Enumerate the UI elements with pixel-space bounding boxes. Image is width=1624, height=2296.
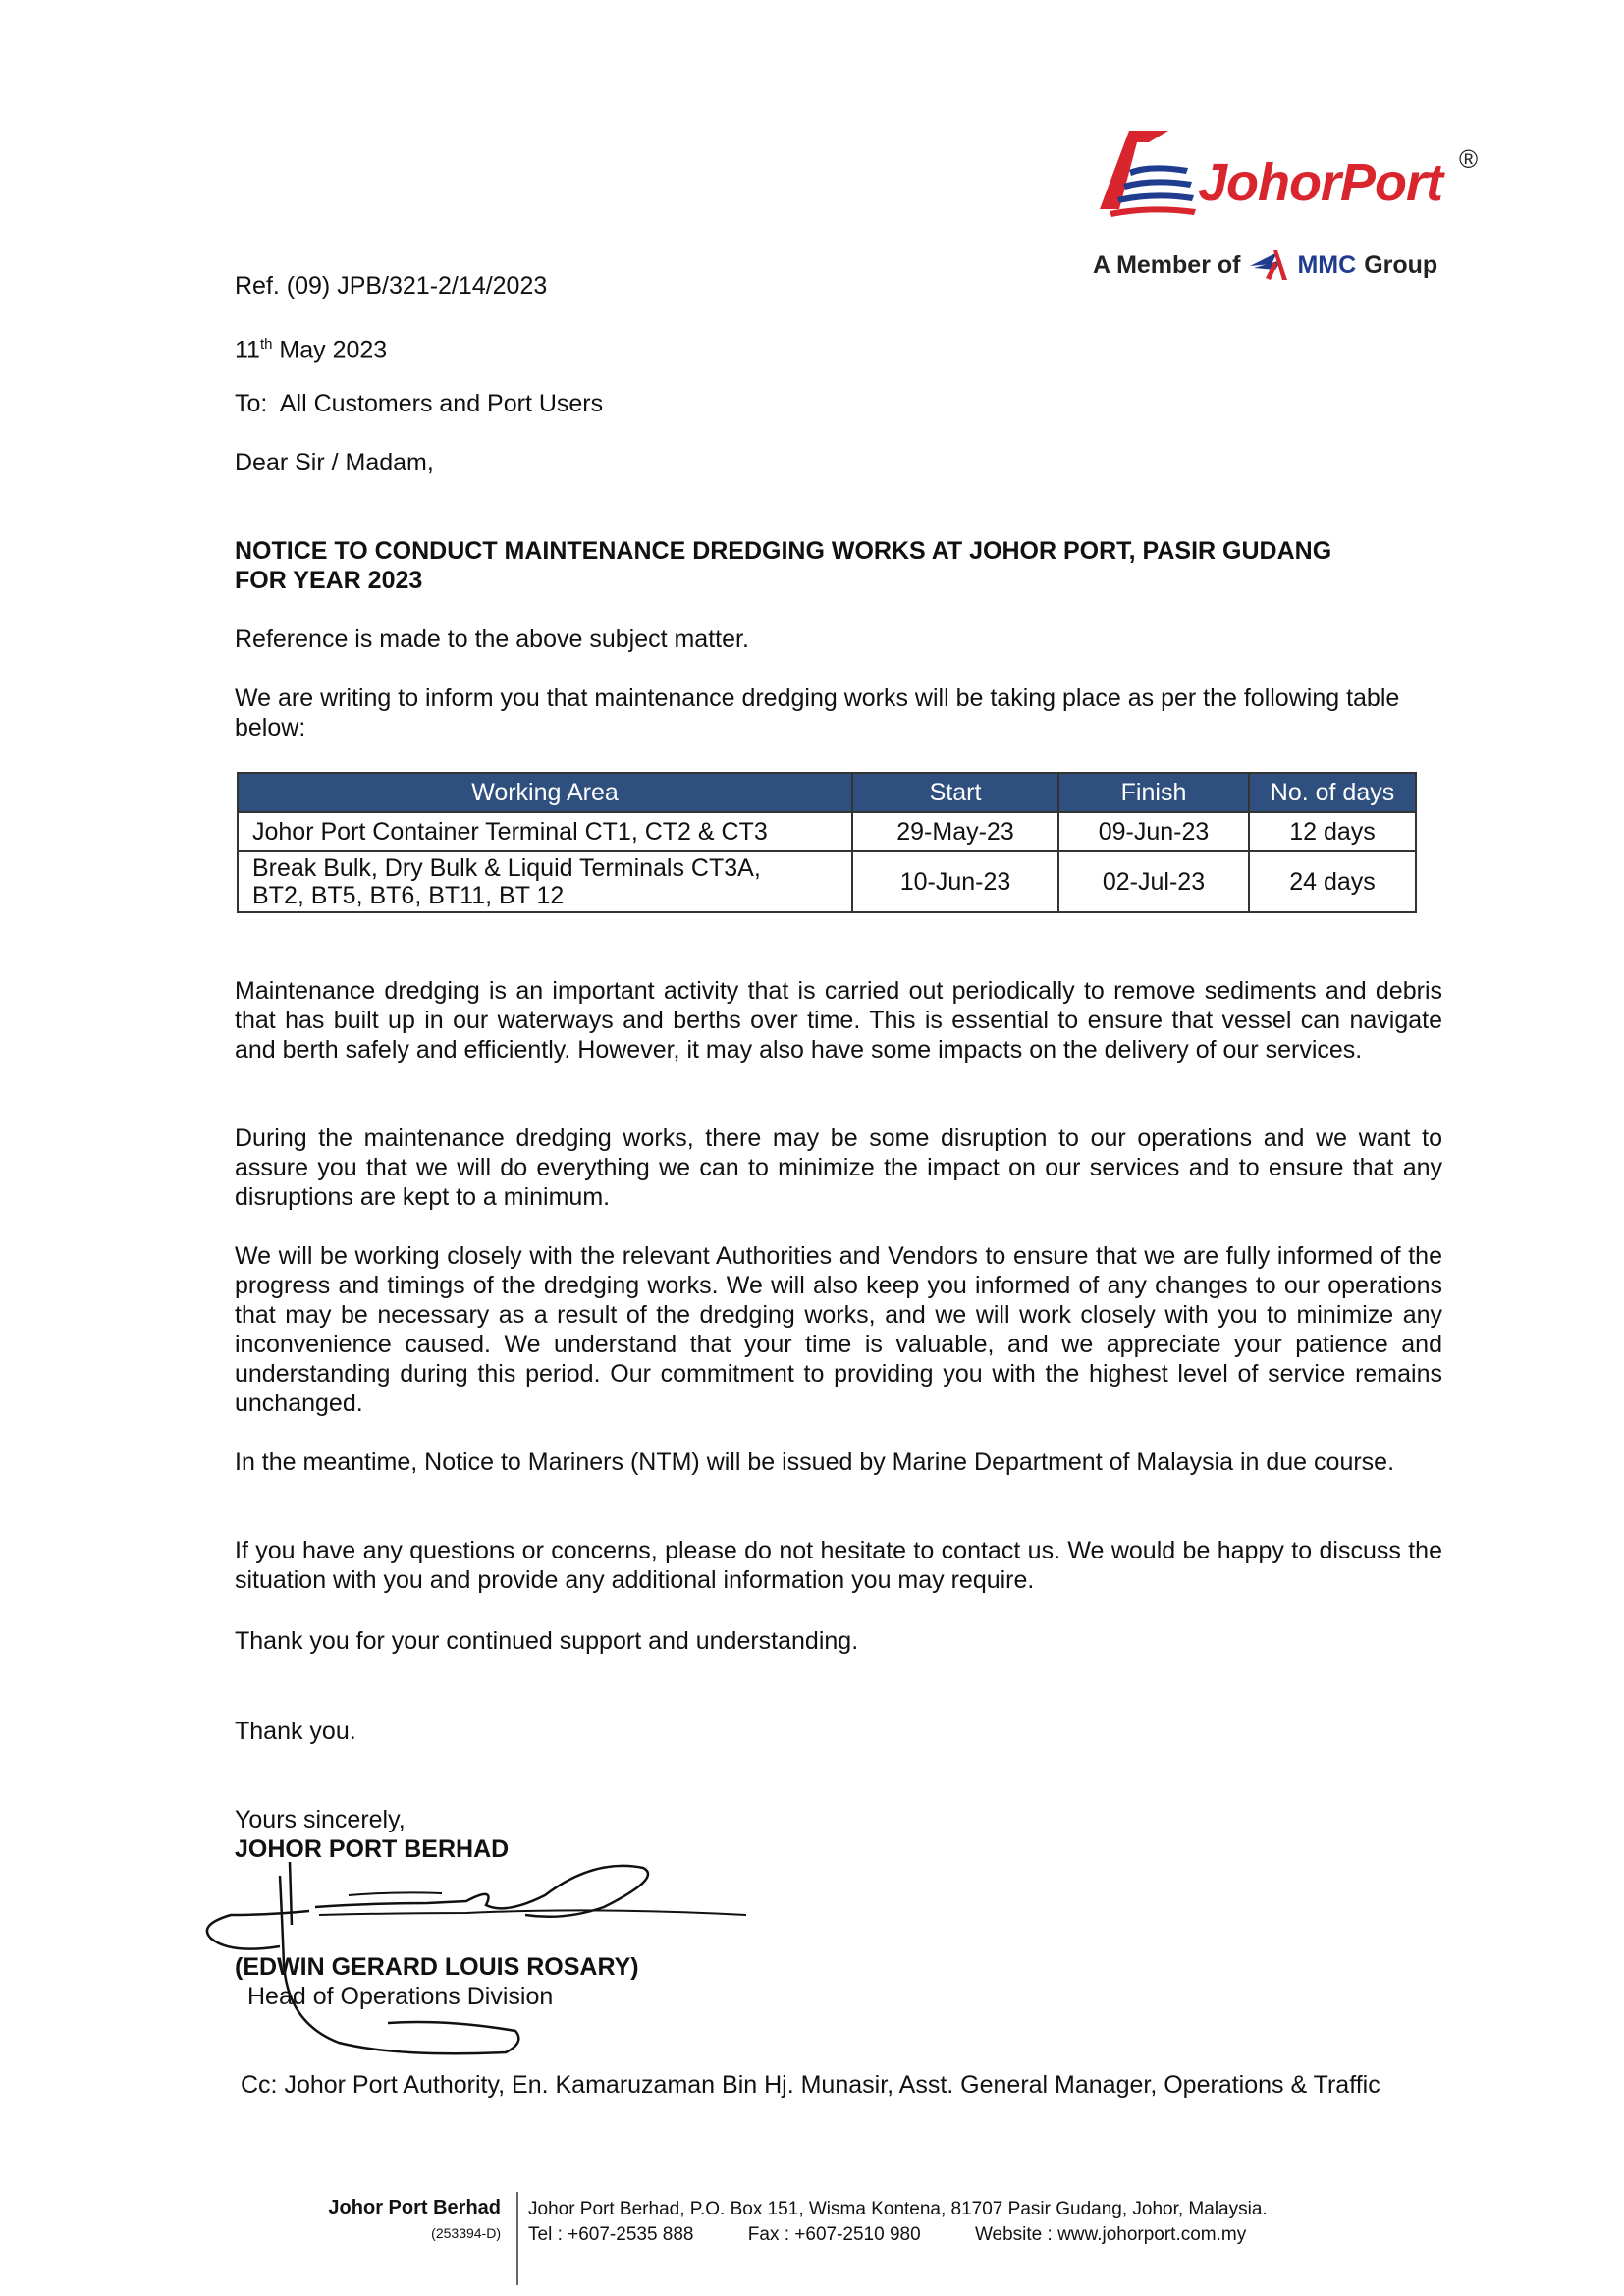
intro-paragraph: Reference is made to the above subject matter. [235, 626, 749, 653]
signatory-name: (EDWIN GERARD LOUIS ROSARY) [235, 1953, 639, 1981]
body-paragraph-4: In the meantime, Notice to Mariners (NTM) will be issued by Marine Department of Malaysia in due course. [235, 1449, 1395, 1476]
member-brand: MMC [1297, 250, 1357, 279]
footer-contacts [528, 2222, 1314, 2248]
footer-address: Johor Port Berhad, P.O. Box 151, Wisma Kontena, 81707 Pasir Gudang, Johor, Malaysia. [528, 2199, 1268, 2219]
letter-date [235, 330, 1442, 364]
table-header-row [238, 773, 1416, 812]
reference-number: Ref. (09) JPB/321-2/14/2023 [235, 272, 548, 300]
area-line: BT2, BT5, BT6, BT11, BT 12 [252, 882, 565, 909]
subject-line-1: NOTICE TO CONDUCT MAINTENANCE DREDGING WORKS AT JOHOR PORT, PASIR GUDANG [235, 537, 1332, 565]
footer-website: Website : www.johorport.com.my [974, 2224, 1247, 2245]
body-paragraph-5: If you have any questions or concerns, please do not hesitate to contact us. We would be happy to discuss the situation with you and provide any additional information you may require. [235, 1537, 1442, 1594]
header-start: Start [852, 773, 1058, 812]
footer-company: Johor Port Berhad [328, 2197, 501, 2218]
header-no-of-days: No. of days [1249, 773, 1416, 812]
footer-reg-no: (253394-D) [431, 2225, 501, 2241]
table-intro-paragraph: We are writing to inform you that maintenance dredging works will be taking place as per the following table below: [235, 684, 1400, 741]
johorport-wordmark: JohorPort [1198, 153, 1443, 212]
recipient-line: To: All Customers and Port Users [235, 390, 604, 417]
salutation: Dear Sir / Madam, [235, 449, 434, 476]
body-paragraph-2: During the maintenance dredging works, there may be some disruption to our operations and we want to assure you that we will do everything we can to minimize the impact on our services and to ensure that any disruptions are kept to a minimum. [235, 1124, 1442, 1211]
thanks-line: Thank you. [235, 1718, 356, 1745]
footer-tel: Tel : +607-2535 888 [528, 2224, 694, 2245]
signoff-company: JOHOR PORT BERHAD [235, 1835, 510, 1863]
header-finish: Finish [1058, 773, 1249, 812]
cell-finish: 02-Jul-23 [1058, 851, 1249, 912]
table-row [238, 851, 1416, 912]
subject-line-2: FOR YEAR 2023 [235, 567, 423, 594]
signatory-title: Head of Operations Division [247, 1983, 554, 2010]
table-row [238, 812, 1416, 851]
footer-fax: Fax : +607-2510 980 [747, 2224, 921, 2245]
member-prefix: A Member of [1093, 250, 1241, 279]
footer-contact-block [528, 2197, 1314, 2248]
body-paragraph-1: Maintenance dredging is an important activity that is carried out periodically to remove sediments and debris that has built up in our waterways and berths over time. This is essential to ensure that vessel can navigate and berth safely and efficiently. However, it may also have some impacts on the delivery of our services. [235, 977, 1442, 1064]
dredging-schedule-table [237, 772, 1417, 913]
body-paragraph-6: Thank you for your continued support and understanding. [235, 1627, 859, 1655]
johorport-logo [1090, 123, 1502, 280]
footer-divider [516, 2192, 518, 2285]
date-day: 11 [235, 336, 260, 364]
header-working-area: Working Area [238, 773, 852, 812]
member-suffix: Group [1364, 250, 1438, 279]
area-line: Break Bulk, Dry Bulk & Liquid Terminals CT3A, [252, 854, 761, 882]
date-suffix: th [259, 336, 273, 353]
cell-days: 12 days [1249, 812, 1416, 851]
closing: Yours sincerely, [235, 1806, 406, 1833]
footer-company-block [236, 2197, 501, 2241]
cell-working-area [238, 851, 852, 912]
cell-start: 10-Jun-23 [852, 851, 1058, 912]
date-rest: May 2023 [272, 336, 388, 364]
cell-days: 24 days [1249, 851, 1416, 912]
cell-finish: 09-Jun-23 [1058, 812, 1249, 851]
cell-working-area [238, 812, 852, 851]
subject-heading [235, 536, 1442, 595]
body-paragraph-3: We will be working closely with the relevant Authorities and Vendors to ensure that we are fully informed of the progress and timings of the dredging works. We will also keep you informed of any changes to our operations that may be necessary as a result of the dredging works, and we will work closely with you to minimize any inconvenience caused. We understand that your time is valuable, and we appreciate your patience and understanding during this period. Our commitment to providing you with the highest level of service remains unchanged. [235, 1242, 1442, 1417]
cell-start: 29-May-23 [852, 812, 1058, 851]
registered-mark: ® [1459, 144, 1479, 174]
cc-line: Cc: Johor Port Authority, En. Kamaruzaman Bin Hj. Munasir, Asst. General Manager, Operations & Traffic [241, 2071, 1380, 2099]
area-line: Johor Port Container Terminal CT1, CT2 & CT3 [252, 818, 768, 846]
johorport-emblem-icon [1090, 123, 1198, 231]
